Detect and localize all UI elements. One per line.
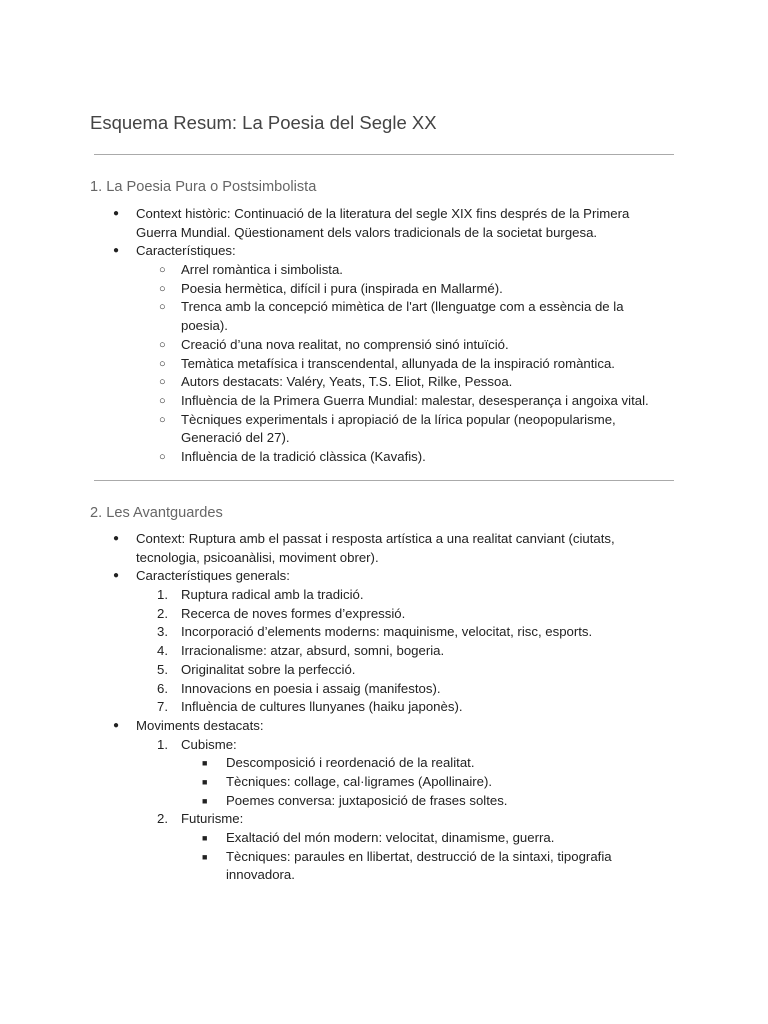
square-bullet-icon: ■ bbox=[202, 851, 208, 862]
bullet-icon: ● bbox=[113, 570, 120, 582]
sub-sub-list-item-continuation: innovadora. bbox=[226, 867, 295, 883]
numbered-item: 5. Originalitat sobre la perfecció. bbox=[157, 661, 356, 677]
circle-bullet-icon: ○ bbox=[159, 413, 166, 426]
sub-list-item: ○ Influència de la Primera Guerra Mundial: malestar, desesperança i angoixa vital. bbox=[0, 392, 768, 411]
list-item: ● Context: Ruptura amb el passat i resposta artística a una realitat canviant (ciutats, bbox=[0, 530, 768, 549]
circle-bullet-icon: ○ bbox=[159, 282, 166, 295]
section-2-body bbox=[0, 530, 768, 885]
square-bullet-icon: ■ bbox=[202, 833, 208, 843]
numbered-item: 6. Innovacions en poesia i assaig (manifestos). bbox=[157, 680, 441, 696]
sub-sub-list-item: ■ Tècniques: collage, cal·ligrames (Apollinaire). bbox=[0, 773, 768, 792]
sub-list-item-continuation: poesia). bbox=[181, 318, 228, 334]
bullet-icon: ● bbox=[113, 245, 120, 257]
numbered-item: 4. Irracionalisme: atzar, absurd, somni, bogeria. bbox=[157, 643, 445, 659]
numbered-item: 2. Futurisme: bbox=[157, 811, 244, 827]
sub-list-item: ○ Arrel romàntica i simbolista. bbox=[0, 261, 768, 280]
bullet-icon: ● bbox=[113, 208, 120, 219]
circle-bullet-icon: ○ bbox=[159, 264, 166, 277]
sub-sub-list-item: ■ Descomposició i reordenació de la realitat. bbox=[0, 754, 768, 773]
list-item: ● Característiques: bbox=[0, 242, 768, 261]
list-item: ● Característiques generals: bbox=[0, 567, 768, 586]
section-1-body bbox=[0, 205, 768, 467]
list-item-continuation: tecnologia, psicoanàlisi, moviment obrer). bbox=[136, 549, 379, 565]
section-1-heading: 1. La Poesia Pura o Postsimbolista bbox=[90, 179, 317, 195]
list-item: ● Context històric: Continuació de la literatura del segle XIX fins després de la Primera bbox=[0, 205, 768, 224]
divider bbox=[94, 154, 674, 155]
sub-list-item: ○ Trenca amb la concepció mimètica de l'art (llenguatge com a essència de la bbox=[0, 298, 768, 317]
sub-list-item: ○ Temàtica metafísica i transcendental, allunyada de la inspiració romàntica. bbox=[0, 355, 768, 374]
sub-sub-list-item: ■ Tècniques: paraules en llibertat, destrucció de la sintaxi, tipografia bbox=[0, 848, 768, 867]
sub-list-item: ○ Creació d’una nova realitat, no comprensió sinó intuïció. bbox=[0, 336, 768, 355]
page-title: Esquema Resum: La Poesia del Segle XX bbox=[90, 112, 437, 133]
circle-bullet-icon: ○ bbox=[159, 450, 166, 463]
numbered-item: 3. Incorporació d’elements moderns: maquinisme, velocitat, risc, esports. bbox=[157, 624, 593, 640]
circle-bullet-icon: ○ bbox=[159, 338, 166, 351]
list-item-continuation: Guerra Mundial. Qüestionament dels valors tradicionals de la societat burgesa. bbox=[136, 224, 598, 240]
sub-list-item: ○ Tècniques experimentals i apropiació de la lírica popular (neopopularisme, bbox=[0, 411, 768, 430]
bullet-icon: ● bbox=[113, 719, 120, 731]
circle-bullet-icon: ○ bbox=[159, 376, 166, 389]
bullet-icon: ● bbox=[113, 533, 120, 544]
sub-sub-list-item: ■ Exaltació del món modern: velocitat, dinamisme, guerra. bbox=[0, 829, 768, 848]
numbered-item: 1. Ruptura radical amb la tradició. bbox=[157, 587, 364, 603]
sub-list-item: ○ Poesia hermètica, difícil i pura (inspirada en Mallarmé). bbox=[0, 280, 768, 299]
section-2-heading: 2. Les Avantguardes bbox=[90, 505, 223, 521]
square-bullet-icon: ■ bbox=[202, 758, 208, 769]
square-bullet-icon: ■ bbox=[202, 776, 208, 787]
numbered-item: 2. Recerca de noves formes d’expressió. bbox=[157, 605, 406, 621]
numbered-item: 1. Cubisme: bbox=[157, 736, 237, 752]
sub-list-item: ○ Influència de la tradició clàssica (Kavafis). bbox=[0, 448, 768, 467]
sub-sub-list-item: ■ Poemes conversa: juxtaposició de frases soltes. bbox=[0, 792, 768, 811]
numbered-item: 7. Influència de cultures llunyanes (haiku japonès). bbox=[157, 699, 463, 715]
circle-bullet-icon: ○ bbox=[159, 357, 166, 370]
square-bullet-icon: ■ bbox=[202, 795, 208, 806]
divider bbox=[94, 480, 674, 481]
circle-bullet-icon: ○ bbox=[159, 394, 166, 407]
sub-list-item: ○ Autors destacats: Valéry, Yeats, T.S. Eliot, Rilke, Pessoa. bbox=[0, 373, 768, 392]
sub-list-item-continuation: Generació del 27). bbox=[181, 430, 290, 446]
list-item: ● Moviments destacats: bbox=[0, 717, 768, 736]
circle-bullet-icon: ○ bbox=[159, 301, 166, 314]
